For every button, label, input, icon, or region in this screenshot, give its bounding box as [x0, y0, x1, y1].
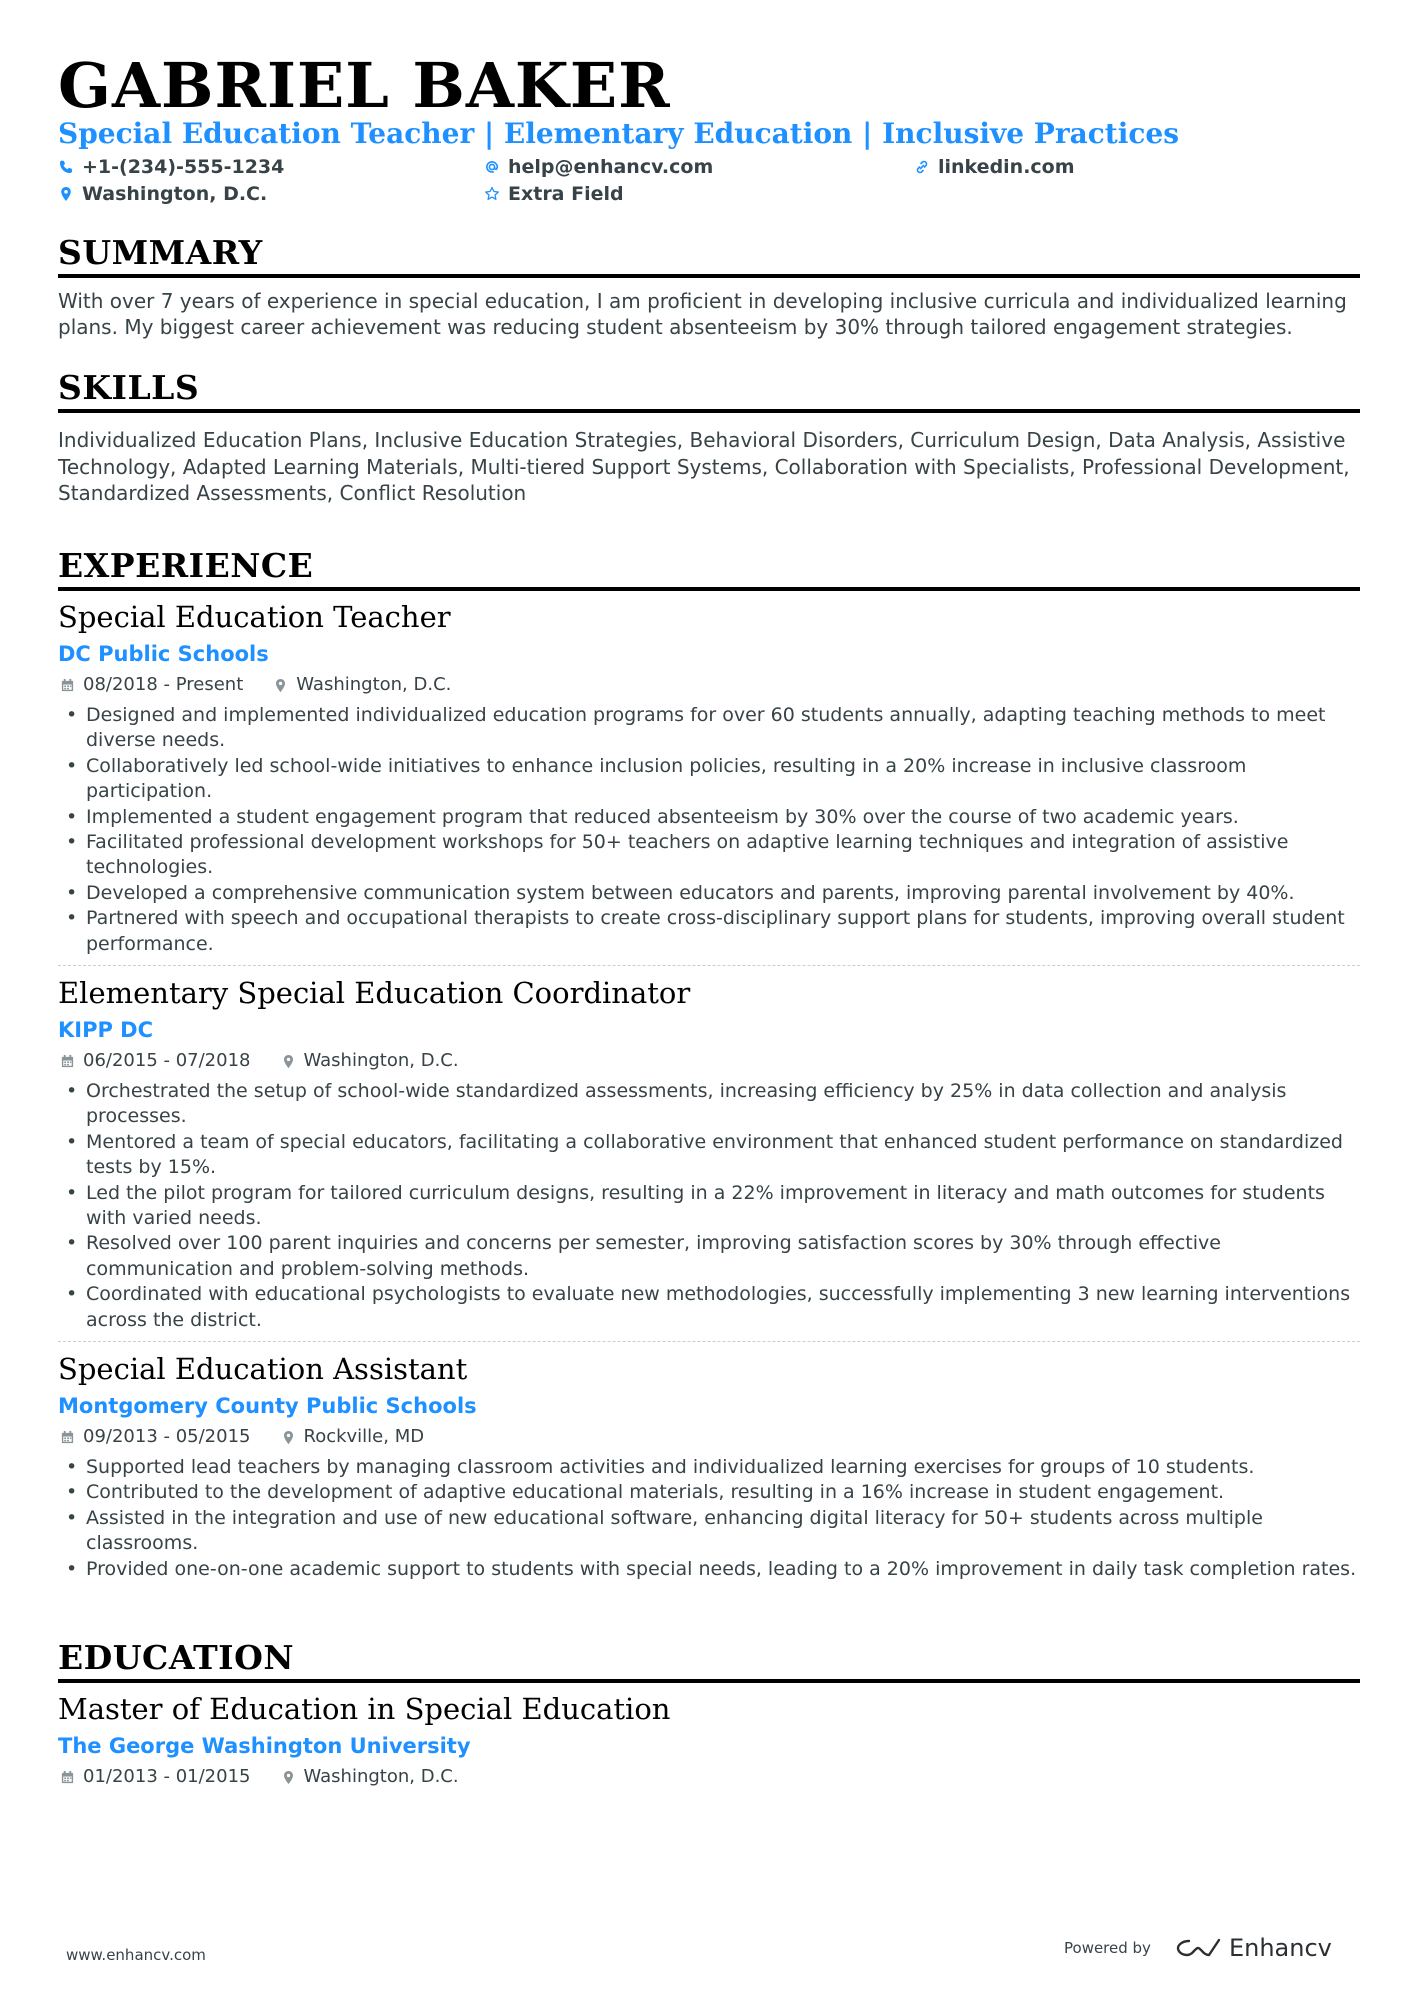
location-pin-icon	[281, 1054, 296, 1069]
location-pin-icon	[273, 678, 288, 693]
education-degree: Master of Education in Special Education	[58, 1692, 671, 1726]
extra-field-text: Extra Field	[508, 183, 624, 205]
location-pin-icon	[281, 1770, 296, 1785]
contact-email[interactable]	[484, 156, 713, 178]
calendar-icon	[60, 678, 75, 693]
job-divider	[58, 1341, 1360, 1342]
skills-text: Individualized Education Plans, Inclusive Education Strategies, Behavioral Disorders, Curriculum Design, Data Analysis, Assistive Technology, Adapted Learning Materials, Multi-tiered Support Systems, Collaboration with Specialists, Professional Development, Standardized Assessments, Conflict Resolution	[58, 428, 1350, 505]
job-location: Washington, D.C.	[303, 1050, 459, 1071]
job-bullets	[58, 703, 1360, 957]
star-icon	[484, 186, 506, 202]
education-school[interactable]: The George Washington University	[58, 1734, 471, 1758]
footer-website[interactable]: www.enhancv.com	[66, 1946, 206, 1964]
list-item: • Resolved over 100 parent inquiries and concerns per semester, improving satisfaction scores by 30% through effective communication and problem-solving methods.	[58, 1231, 1360, 1282]
calendar-icon	[60, 1770, 75, 1785]
list-item: • Assisted in the integration and use of new educational software, enhancing digital literacy for 50+ students across multiple classrooms.	[58, 1506, 1360, 1557]
calendar-icon	[60, 1430, 75, 1445]
list-item: • Mentored a team of special educators, facilitating a collaborative environment that enhanced student performance on standardized tests by 15%.	[58, 1130, 1360, 1181]
job-divider	[58, 965, 1360, 966]
job-meta	[60, 673, 451, 697]
job-role: Special Education Assistant	[58, 1352, 468, 1386]
job-org[interactable]: Montgomery County Public Schools	[58, 1394, 477, 1418]
experience-heading: EXPERIENCE	[58, 545, 1360, 591]
at-icon	[484, 159, 506, 175]
contact-phone[interactable]	[58, 156, 284, 178]
footer-powered-by[interactable]	[1064, 1934, 1332, 1962]
location-pin-icon	[58, 186, 80, 202]
linkedin-text: linkedin.com	[938, 156, 1075, 178]
education-dates: 01/2013 - 01/2015	[83, 1766, 251, 1787]
job-meta	[60, 1049, 459, 1073]
job-org[interactable]: KIPP DC	[58, 1018, 154, 1042]
list-item: • Orchestrated the setup of school-wide standardized assessments, increasing efficiency by 25% in data collection and analysis processes.	[58, 1079, 1360, 1130]
job-bullets	[58, 1079, 1360, 1333]
contact-location	[58, 183, 267, 205]
headline: Special Education Teacher | Elementary Education | Inclusive Practices	[58, 117, 1179, 150]
education-location: Washington, D.C.	[303, 1766, 459, 1787]
job-dates: 06/2015 - 07/2018	[83, 1050, 251, 1071]
candidate-name: GABRIEL BAKER	[58, 49, 671, 122]
summary-heading: SUMMARY	[58, 232, 1360, 278]
summary-text: With over 7 years of experience in special education, I am proficient in developing inclusive curricula and individualized learning plans. My biggest career achievement was reducing student absenteeism by 30% through tailored engagement strategies.	[58, 289, 1347, 339]
location-pin-icon	[281, 1430, 296, 1445]
calendar-icon	[60, 1054, 75, 1069]
list-item: • Coordinated with educational psychologists to evaluate new methodologies, successfully implementing 3 new learning interventions across the district.	[58, 1282, 1360, 1333]
brand-logo	[1175, 1934, 1332, 1962]
list-item: • Led the pilot program for tailored curriculum designs, resulting in a 22% improvement in literacy and math outcomes for students with varied needs.	[58, 1181, 1360, 1232]
list-item: • Supported lead teachers by managing classroom activities and individualized learning exercises for groups of 10 students.	[58, 1455, 1360, 1480]
location-text: Washington, D.C.	[82, 183, 268, 205]
contact-linkedin[interactable]	[914, 156, 1075, 178]
job-role: Elementary Special Education Coordinator	[58, 976, 691, 1010]
job-bullets	[58, 1455, 1360, 1582]
link-icon	[914, 159, 936, 175]
list-item: • Designed and implemented individualized education programs for over 60 students annually, adapting teaching methods to meet diverse needs.	[58, 703, 1360, 754]
job-meta	[60, 1425, 424, 1449]
job-location: Washington, D.C.	[296, 674, 452, 695]
education-meta	[60, 1765, 459, 1789]
education-heading: EDUCATION	[58, 1637, 1360, 1683]
phone-text: +1-(234)-555-1234	[82, 156, 285, 178]
list-item: • Developed a comprehensive communication system between educators and parents, improving parental involvement by 40%.	[58, 881, 1360, 906]
job-location: Rockville, MD	[303, 1426, 425, 1447]
list-item: • Facilitated professional development workshops for 50+ teachers on adaptive learning techniques and integration of assistive technologies.	[58, 830, 1360, 881]
list-item: • Collaboratively led school-wide initiatives to enhance inclusion policies, resulting in a 20% increase in inclusive classroom participation.	[58, 754, 1360, 805]
job-role: Special Education Teacher	[58, 600, 451, 634]
job-dates: 09/2013 - 05/2015	[83, 1426, 251, 1447]
skills-heading: SKILLS	[58, 367, 1360, 413]
enhancv-logo-icon	[1175, 1937, 1221, 1959]
list-item: • Contributed to the development of adaptive educational materials, resulting in a 16% increase in student engagement.	[58, 1480, 1360, 1505]
job-org[interactable]: DC Public Schools	[58, 642, 269, 666]
phone-icon	[58, 159, 80, 175]
email-text: help@enhancv.com	[508, 156, 714, 178]
brand-name: Enhancv	[1228, 1934, 1332, 1962]
powered-by-text: Powered by	[1064, 1939, 1151, 1957]
contact-extra	[484, 183, 624, 205]
list-item: • Provided one-on-one academic support to students with special needs, leading to a 20% improvement in daily task completion rates.	[58, 1557, 1360, 1582]
job-dates: 08/2018 - Present	[83, 674, 244, 695]
list-item: • Implemented a student engagement program that reduced absenteeism by 30% over the course of two academic years.	[58, 805, 1360, 830]
list-item: • Partnered with speech and occupational therapists to create cross-disciplinary support plans for students, improving overall student performance.	[58, 906, 1360, 957]
